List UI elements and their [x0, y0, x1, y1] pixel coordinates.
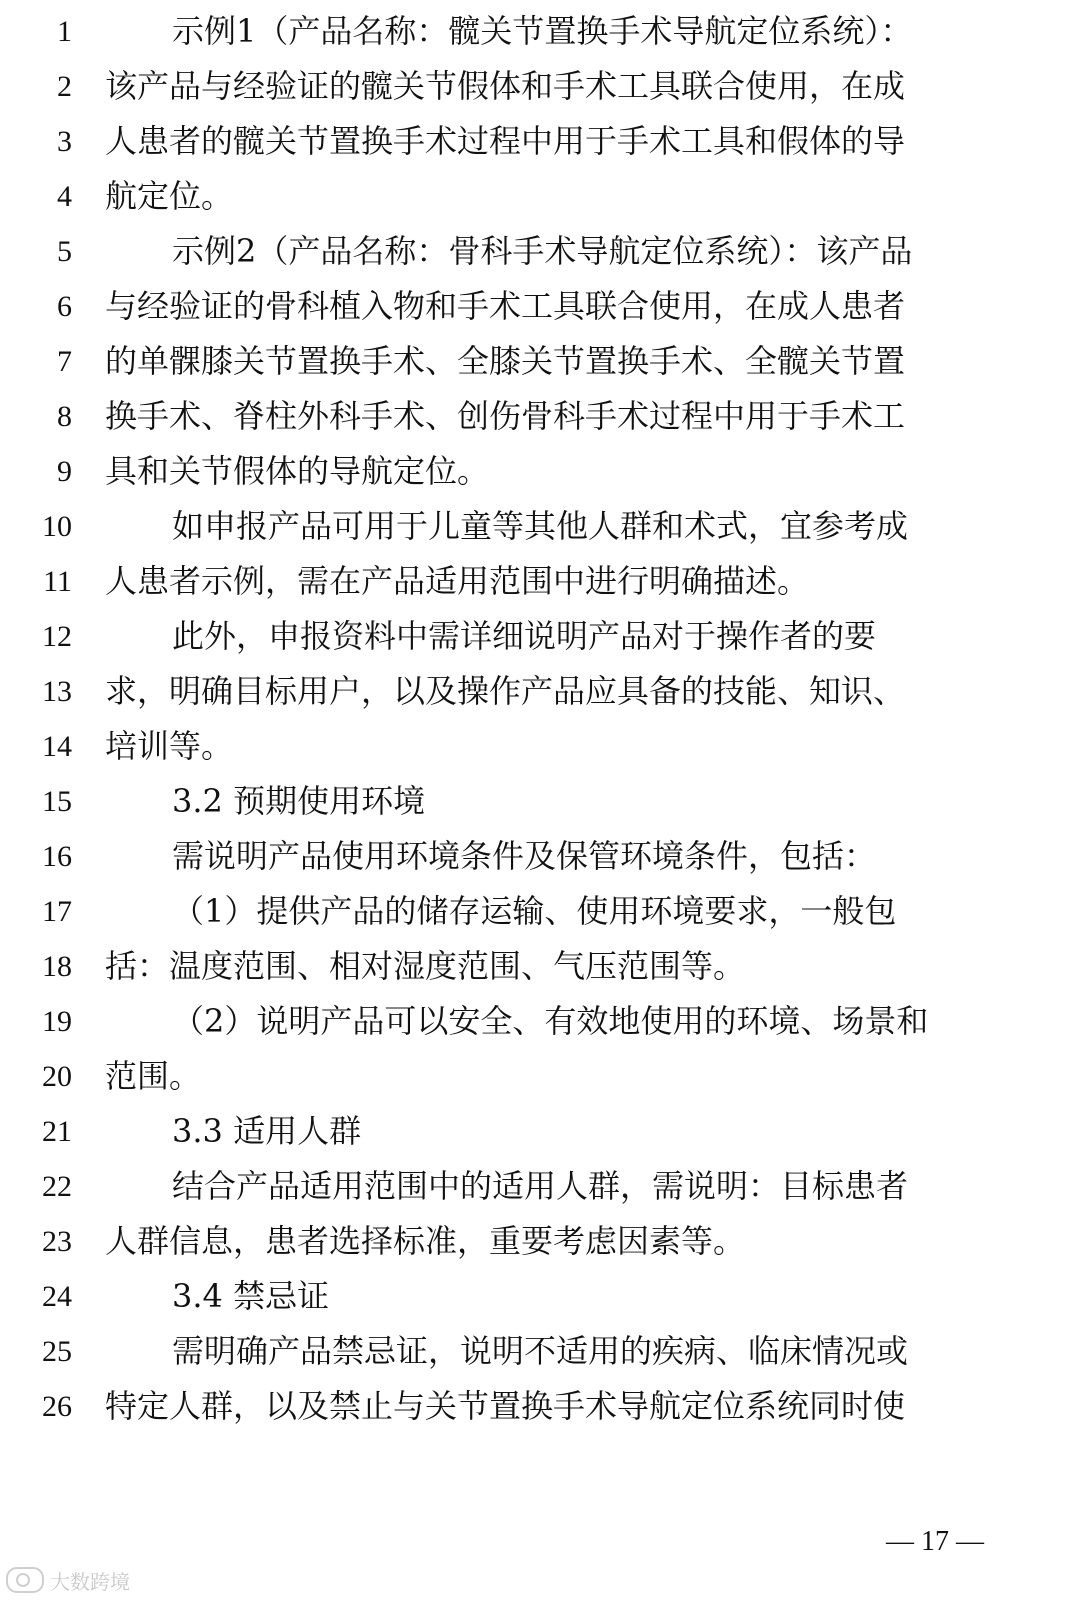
line-number: 17 [42, 895, 72, 928]
line-number: 7 [57, 345, 72, 378]
text-line [0, 114, 1080, 169]
line-number: 8 [57, 400, 72, 433]
text-line [0, 1049, 1080, 1104]
text-line [0, 1214, 1080, 1269]
line-number: 5 [57, 235, 72, 268]
line-text: 人群信息，患者选择标准，重要考虑因素等。 [105, 1222, 746, 1260]
line-number: 12 [42, 620, 72, 653]
line-text: 求，明确目标用户，以及操作产品应具备的技能、知识、 [105, 672, 906, 710]
text-line [0, 994, 1080, 1049]
line-number: 2 [57, 70, 72, 103]
text-line [0, 499, 1080, 554]
text-line [0, 884, 1080, 939]
text-line [0, 444, 1080, 499]
text-line [0, 774, 1080, 829]
line-text: 结合产品适用范围中的适用人群，需说明：目标患者 [172, 1167, 909, 1205]
text-line [0, 4, 1080, 59]
watermark-logo-icon [6, 1567, 44, 1593]
line-text: 的单髁膝关节置换手术、全膝关节置换手术、全髋关节置 [105, 342, 906, 380]
line-number: 3 [57, 125, 72, 158]
line-text: 示例1（产品名称：髋关节置换手术导航定位系统）： [172, 12, 913, 50]
line-text: 示例2（产品名称：骨科手术导航定位系统）：该产品 [172, 232, 913, 270]
line-text: 3.4 禁忌证 [172, 1277, 330, 1315]
line-number: 14 [42, 730, 72, 763]
line-number: 6 [57, 290, 72, 323]
line-text: 具和关节假体的导航定位。 [105, 452, 490, 490]
line-number: 9 [57, 455, 72, 488]
line-text: 需说明产品使用环境条件及保管环境条件，包括： [172, 837, 877, 875]
line-number: 18 [42, 950, 72, 983]
line-text: 培训等。 [105, 727, 234, 765]
text-line [0, 1269, 1080, 1324]
text-line [0, 169, 1080, 224]
line-text: 人患者的髋关节置换手术过程中用于手术工具和假体的导 [105, 122, 906, 160]
line-number: 21 [42, 1115, 72, 1148]
text-line [0, 664, 1080, 719]
text-line [0, 334, 1080, 389]
text-line [0, 1104, 1080, 1159]
line-number: 13 [42, 675, 72, 708]
text-line [0, 609, 1080, 664]
page-number: — 17 — [886, 1526, 984, 1557]
line-text: 此外，申报资料中需详细说明产品对于操作者的要 [172, 617, 877, 655]
line-number: 23 [42, 1225, 72, 1258]
line-text: （1）提供产品的储存运输、使用环境要求，一般包 [172, 892, 897, 930]
text-line [0, 554, 1080, 609]
line-text: 括：温度范围、相对湿度范围、气压范围等。 [105, 947, 746, 985]
line-text: 如申报产品可用于儿童等其他人群和术式，宜参考成 [172, 507, 909, 545]
text-line [0, 939, 1080, 994]
line-text: 该产品与经验证的髋关节假体和手术工具联合使用，在成 [105, 67, 906, 105]
line-text: 特定人群，以及禁止与关节置换手术导航定位系统同时使 [105, 1387, 906, 1425]
text-line [0, 719, 1080, 774]
watermark-text: 大数跨境 [50, 1569, 130, 1594]
text-line [0, 59, 1080, 114]
line-number: 15 [42, 785, 72, 818]
line-number: 10 [42, 510, 72, 543]
line-number: 20 [42, 1060, 72, 1093]
line-text: 与经验证的骨科植入物和手术工具联合使用，在成人患者 [105, 287, 906, 325]
text-line [0, 1324, 1080, 1379]
line-number: 22 [42, 1170, 72, 1203]
text-line [0, 279, 1080, 334]
line-text: 3.2 预期使用环境 [172, 782, 426, 820]
text-line [0, 1379, 1080, 1434]
text-line [0, 1159, 1080, 1214]
text-line [0, 389, 1080, 444]
line-number: 26 [42, 1390, 72, 1423]
line-text: 换手术、脊柱外科手术、创伤骨科手术过程中用于手术工 [105, 397, 906, 435]
line-text: 3.3 适用人群 [172, 1112, 362, 1150]
line-text: 范围。 [105, 1057, 202, 1095]
line-text: 航定位。 [105, 177, 234, 215]
line-number: 16 [42, 840, 72, 873]
watermark [6, 1564, 130, 1596]
text-line [0, 224, 1080, 279]
line-number: 25 [42, 1335, 72, 1368]
line-number: 19 [42, 1005, 72, 1038]
line-text: 人患者示例，需在产品适用范围中进行明确描述。 [105, 562, 810, 600]
line-number: 24 [42, 1280, 72, 1313]
line-number: 11 [43, 565, 72, 598]
line-text: 需明确产品禁忌证，说明不适用的疾病、临床情况或 [172, 1332, 909, 1370]
line-text: （2）说明产品可以安全、有效地使用的环境、场景和 [172, 1002, 929, 1040]
line-number: 1 [57, 15, 72, 48]
line-number: 4 [57, 180, 72, 213]
text-line [0, 829, 1080, 884]
